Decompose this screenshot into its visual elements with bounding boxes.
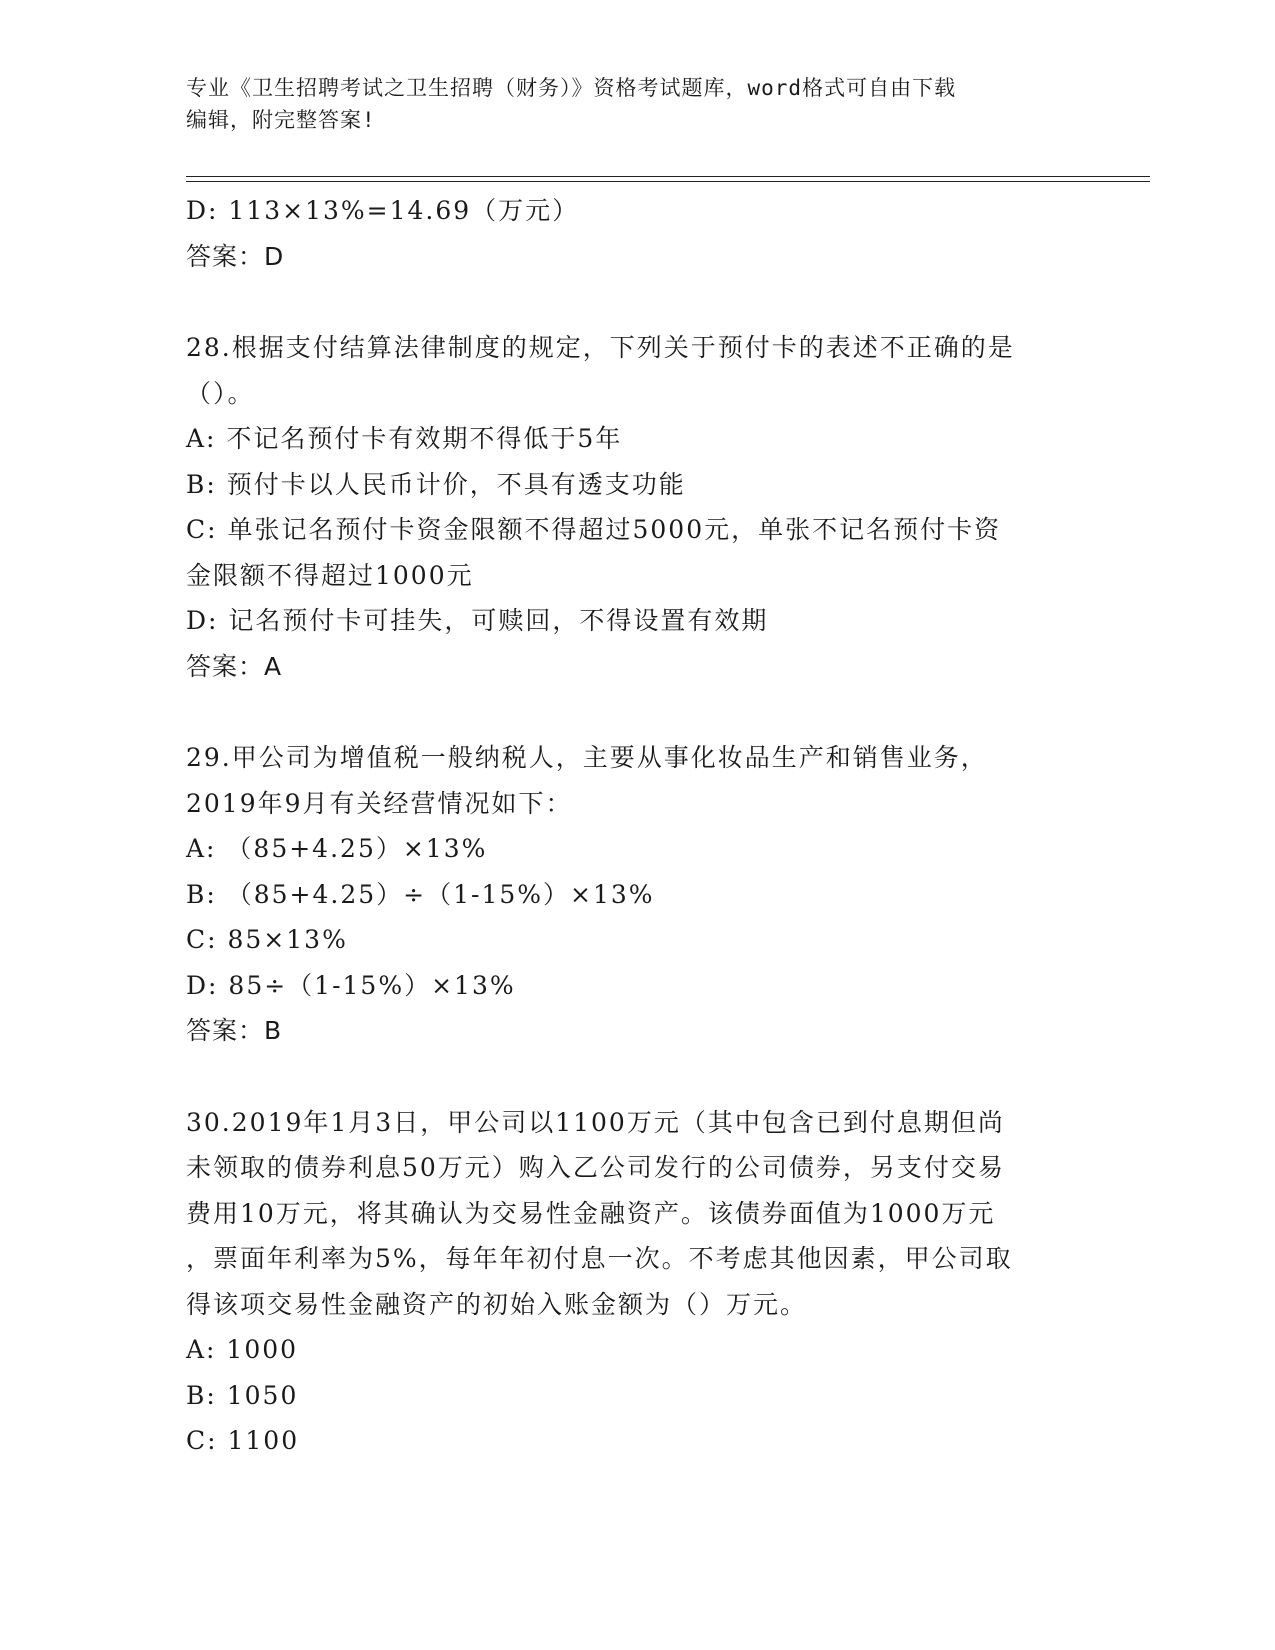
option-c: C: 85×13% — [186, 925, 348, 954]
header-line-1: 专业《卫生招聘考试之卫生招聘（财务）》资格考试题库，word格式可自由下载 — [186, 76, 957, 100]
header-divider-top — [186, 176, 1150, 177]
option-b: B: 预付卡以人民币计价，不具有透支功能 — [186, 469, 686, 499]
question-text-line: 2019年9月有关经营情况如下： — [186, 788, 573, 818]
spacer — [186, 279, 1086, 325]
question-content — [186, 188, 1086, 1464]
option-a: A: 不记名预付卡有效期不得低于5年 — [186, 424, 623, 453]
answer-line: 答案：A — [186, 651, 283, 681]
question-text-line: ，票面年利率为5%，每年年初付息一次。不考虑其他因素，甲公司取 — [186, 1244, 1013, 1273]
page-header — [186, 72, 1066, 136]
question-text-line: （）。 — [186, 378, 255, 408]
question-30 — [186, 1100, 1086, 1464]
option-d: D: 85÷（1-15%）×13% — [186, 970, 516, 1000]
option-b: B: 1050 — [186, 1380, 299, 1410]
question-text-line: 得该项交易性金融资产的初始入账金额为（）万元。 — [186, 1289, 808, 1319]
question-text-line: 29.甲公司为增值税一般纳税人，主要从事化妆品生产和销售业务， — [186, 743, 988, 772]
answer-line: 答案：B — [186, 1016, 283, 1045]
answer-line: 答案：D — [186, 241, 285, 271]
spacer — [186, 689, 1086, 735]
option-a: A: （85+4.25）×13% — [186, 834, 488, 863]
option-d: D: 113×13%=14.69（万元） — [186, 196, 580, 225]
spacer — [186, 1054, 1086, 1100]
question-text-line: 未领取的债券利息50万元）购入乙公司发行的公司债券，另支付交易 — [186, 1153, 1005, 1182]
question-text-line: 费用10万元，将其确认为交易性金融资产。该债券面值为1000万元 — [186, 1198, 996, 1228]
option-a: A: 1000 — [186, 1335, 299, 1364]
question-text-line: 28.根据支付结算法律制度的规定，下列关于预付卡的表述不正确的是 — [186, 333, 1015, 362]
option-d: D: 记名预付卡可挂失，可赎回，不得设置有效期 — [186, 606, 769, 635]
question-text-line: 30.2019年1月3日，甲公司以1100万元（其中包含已到付息期但尚 — [186, 1107, 1005, 1137]
previous-question-tail — [186, 188, 1086, 279]
header-line-2: 编辑，附完整答案! — [186, 108, 376, 132]
question-29 — [186, 735, 1086, 1054]
question-28 — [186, 325, 1086, 689]
option-c: C: 单张记名预付卡资金限额不得超过5000元，单张不记名预付卡资 — [186, 515, 1002, 544]
header-divider-bottom — [186, 181, 1150, 182]
option-c-continued: 金限额不得超过1000元 — [186, 560, 474, 590]
option-c: C: 1100 — [186, 1426, 300, 1455]
option-b: B: （85+4.25）÷（1-15%）×13% — [186, 879, 655, 909]
